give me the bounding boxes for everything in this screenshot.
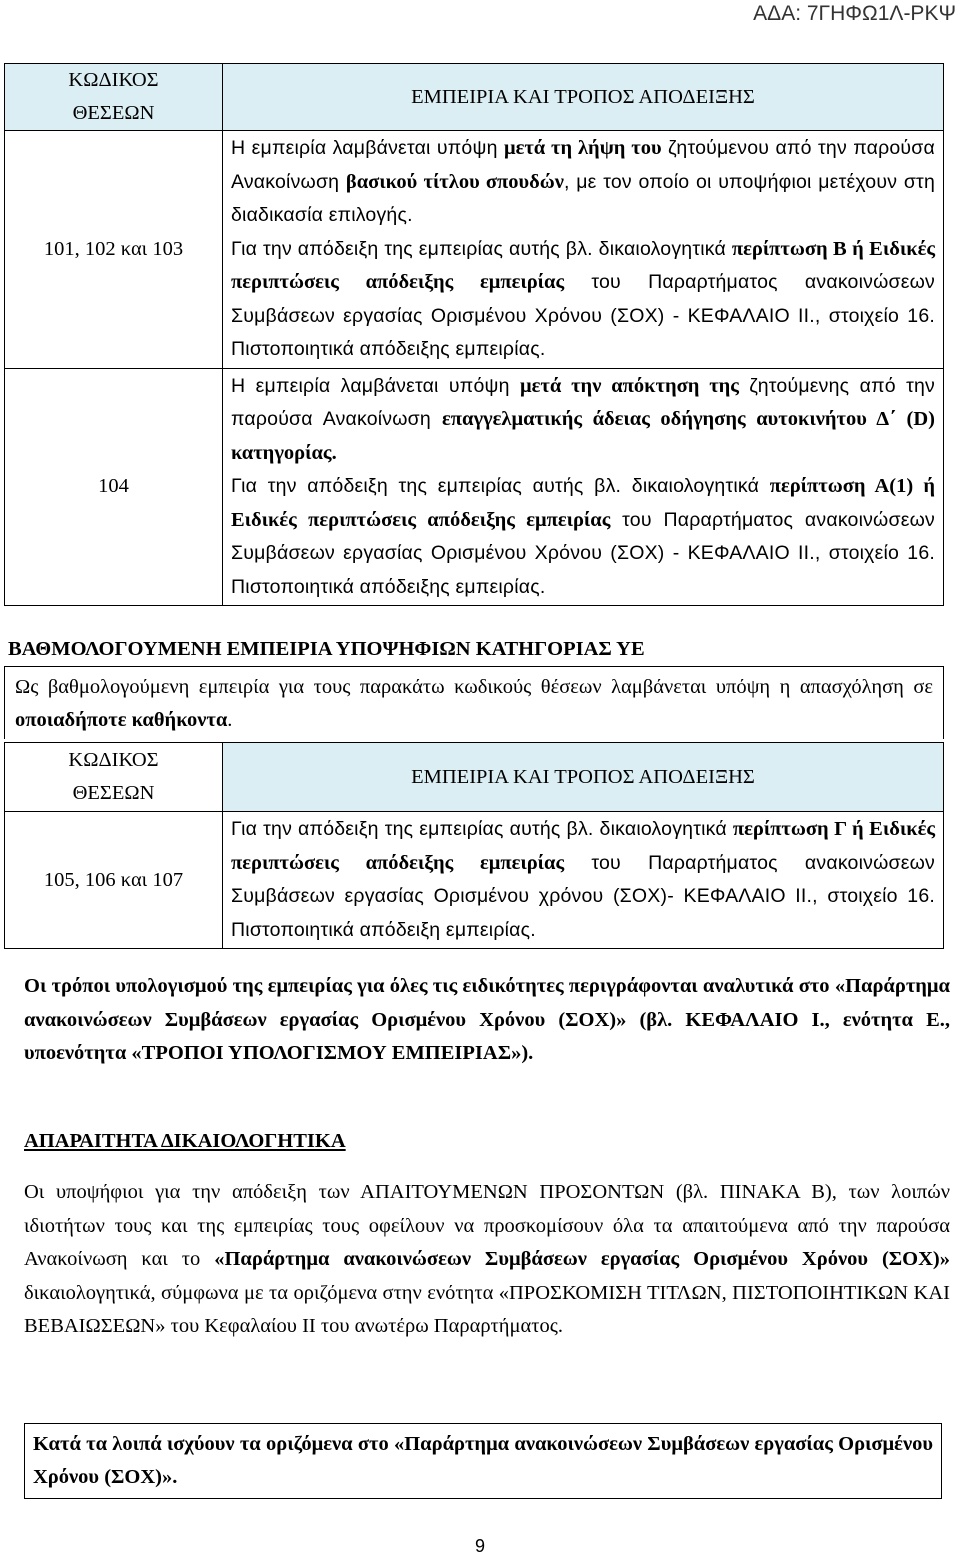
- desc-cell: [223, 131, 944, 369]
- header-desc-cell: ΕΜΠΕΙΡΙΑ ΚΑΙ ΤΡΟΠΟΣ ΑΠΟΔΕΙΞΗΣ: [223, 743, 944, 812]
- intro-bold: οποιαδήποτε καθήκοντα: [15, 709, 228, 731]
- table-header-row: [5, 64, 944, 131]
- desc-text: Η εμπειρία λαμβάνεται υπόψη: [231, 137, 504, 159]
- docs-text: δικαιολογητικά, σύμφωνα με τα οριζόμενα στην ενότητα «ΠΡΟΣΚΟΜΙΣΗ ΤΙΤΛΩΝ, ΠΙΣΤΟΠΟΙΗΤΙΚΩΝ ΚΑΙ ΒΕΒΑΙΩΣΕΩΝ» του Κεφαλαίου ΙΙ του ανωτέρω Παραρτήματος.: [24, 1281, 950, 1337]
- table-row: [5, 368, 944, 606]
- code-cell: 104: [5, 368, 223, 606]
- intro-text: Ως βαθμολογούμενη εμπειρία για τους παρακάτω κωδικούς θέσεων λαμβάνεται υπόψη η απασχόληση σε: [15, 676, 933, 698]
- header-code-cell: [5, 743, 223, 812]
- desc-text: του Παραρτήματος ανακοινώσεων Συμβάσεων εργασίας Ορισμένου Χρόνου (ΣΟΧ) - ΚΕΦΑΛΑΙΟ ΙΙ., στοιχείο 16. Πιστοποιητικά απόδειξης εμπειρίας.: [231, 271, 935, 360]
- desc-bold: μετά τη λήψη του: [503, 137, 662, 159]
- desc-text: ζητούμενου από την παρούσα Ανακοίνωση: [231, 137, 935, 193]
- docs-text: Οι υποψήφιοι για την απόδειξη των ΑΠΑΙΤΟΥΜΕΝΩΝ ΠΡΟΣΟΝΤΩΝ (βλ. ΠΙΝΑΚΑ Β), των λοιπών ιδιοτήτων τους και της εμπειρίας τους οφείλουν να προσκομίσουν όλα τα απαιτούμενα από την παρούσα Ανακοίνωση και το: [24, 1181, 950, 1270]
- code-cell: 101, 102 και 103: [5, 131, 223, 369]
- header-code-line2: ΘΕΣΕΩΝ: [72, 782, 155, 804]
- code-cell: 105, 106 και 107: [5, 812, 223, 949]
- desc-bold: επαγγελματικής άδειας οδήγησης αυτοκινήτου Δ΄ (D) κατηγορίας.: [231, 408, 935, 464]
- desc-text: Για την απόδειξη της εμπειρίας αυτής βλ. δικαιολογητικά: [231, 237, 732, 260]
- section-intro-box: [4, 666, 944, 739]
- ada-code: ΑΔΑ: 7ΓΗΦΩ1Λ-ΡΚΨ: [753, 2, 956, 25]
- calculation-note: Οι τρόποι υπολογισμού της εμπειρίας για όλες τις ειδικότητες περιγράφονται αναλυτικά στο «Παράρτημα ανακοινώσεων Συμβάσεων εργασίας Ορισμένου Χρόνου (ΣΟΧ)» (βλ. ΚΕΦΑΛΑΙΟ Ι., ενότητα Ε., υποενότητα «ΤΡΟΠΟΙ ΥΠΟΛΟΓΙΣΜΟΥ ΕΜΠΕΙΡΙΑΣ»).: [24, 975, 950, 1064]
- desc-text: ζητούμενης από την παρούσα Ανακοίνωση: [231, 374, 935, 430]
- desc-bold: περίπτωση Α(1) ή Ειδικές περιπτώσεις απόδειξης εμπειρίας: [231, 475, 935, 531]
- required-docs-heading: ΑΠΑΡΑΙΤΗΤΑ ΔΙΚΑΙΟΛΟΓΗΤΙΚΑ: [24, 1130, 346, 1152]
- header-code-line1: ΚΩΔΙΚΟΣ: [68, 69, 159, 91]
- header-code-line1: ΚΩΔΙΚΟΣ: [68, 749, 159, 771]
- desc-text: του Παραρτήματος ανακοινώσεων Συμβάσεων εργασίας Ορισμένου Χρόνου (ΣΟΧ) - ΚΕΦΑΛΑΙΟ ΙΙ., στοιχείο 16. Πιστοποιητικά απόδειξης εμπειρίας.: [231, 508, 935, 598]
- desc-cell: [223, 368, 944, 606]
- desc-bold: περίπτωση Β ή Ειδικές περιπτώσεις απόδειξης εμπειρίας: [231, 237, 935, 293]
- table-row: [5, 812, 944, 949]
- header-code-cell: [5, 64, 223, 131]
- desc-text: του Παραρτήματος ανακοινώσεων Συμβάσεων εργασίας Ορισμένου χρόνου (ΣΟΧ)- ΚΕΦΑΛΑΙΟ ΙΙ., στοιχείο 16. Πιστοποιητικά απόδειξη εμπειρίας.: [231, 851, 935, 941]
- desc-text: , με τον οποίο οι υποψήφιοι μετέχουν στη διαδικασία επιλογής.: [231, 170, 935, 226]
- desc-text: Για την απόδειξη της εμπειρίας αυτής βλ. δικαιολογητικά: [231, 475, 770, 497]
- desc-text: Η εμπειρία λαμβάνεται υπόψη: [231, 374, 520, 397]
- experience-table-2: [4, 742, 944, 949]
- desc-bold: βασικού τίτλου σπουδών: [345, 170, 564, 193]
- table-row: [5, 131, 944, 369]
- required-docs-paragraph: [24, 1176, 950, 1344]
- final-note-box: Κατά τα λοιπά ισχύουν τα οριζόμενα στο «Παράρτημα ανακοινώσεων Συμβάσεων εργασίας Ορισμένου Χρόνου (ΣΟΧ)».: [24, 1423, 942, 1499]
- desc-text: Για την απόδειξη της εμπειρίας αυτής βλ. δικαιολογητικά: [231, 818, 733, 840]
- page-number: 9: [474, 1536, 485, 1556]
- table-header-row: [5, 743, 944, 812]
- header-code-line2: ΘΕΣΕΩΝ: [72, 102, 155, 124]
- desc-cell: [223, 812, 944, 949]
- desc-bold: μετά την απόκτηση της: [519, 374, 739, 397]
- header-desc-cell: ΕΜΠΕΙΡΙΑ ΚΑΙ ΤΡΟΠΟΣ ΑΠΟΔΕΙΞΗΣ: [223, 64, 944, 131]
- docs-bold: «Παράρτημα ανακοινώσεων Συμβάσεων εργασίας Ορισμένου Χρόνου (ΣΟΧ)»: [214, 1248, 951, 1270]
- section-title: ΒΑΘΜΟΛΟΓΟΥΜΕΝΗ ΕΜΠΕΙΡΙΑ ΥΠΟΨΗΦΙΩΝ ΚΑΤΗΓΟΡΙΑΣ ΥΕ: [8, 638, 645, 660]
- desc-bold: περίπτωση Γ ή Ειδικές περιπτώσεις απόδειξης εμπειρίας: [231, 818, 935, 874]
- experience-table-1: [4, 63, 944, 606]
- intro-end: .: [227, 709, 233, 731]
